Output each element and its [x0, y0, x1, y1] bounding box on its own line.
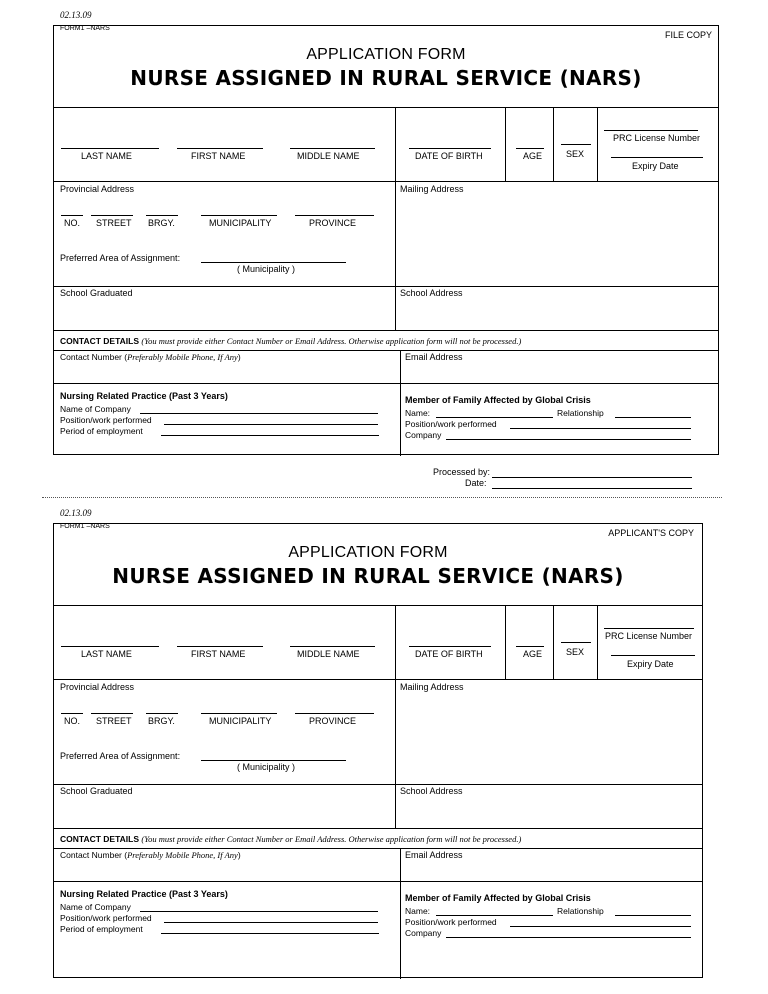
- cut-line: [42, 497, 722, 498]
- prc-license-field[interactable]: [604, 628, 694, 629]
- relationship-label: Relationship: [557, 408, 604, 418]
- position-field[interactable]: [164, 424, 378, 425]
- nursing-practice-heading: Nursing Related Practice (Past 3 Years): [60, 391, 228, 401]
- divider: [54, 828, 702, 829]
- municipality-field[interactable]: [201, 713, 277, 714]
- contact-number-hint: Preferably Mobile Phone, If Any: [127, 352, 238, 362]
- position-field[interactable]: [164, 922, 378, 923]
- last-name-label: LAST NAME: [81, 151, 132, 161]
- divider: [553, 107, 554, 181]
- municipality-note: ( Municipality ): [237, 264, 296, 274]
- last-name-field[interactable]: [61, 646, 159, 647]
- divider: [54, 181, 718, 182]
- middle-name-label: MIDDLE NAME: [297, 649, 360, 659]
- email-address-label: Email Address: [405, 850, 463, 860]
- form-code: FORM1 –NARS: [60, 523, 110, 530]
- divider: [400, 848, 401, 979]
- address-no-field[interactable]: [61, 713, 83, 714]
- date-of-birth-field[interactable]: [409, 646, 491, 647]
- divider: [505, 107, 506, 181]
- prc-license-label: PRC License Number: [613, 133, 701, 143]
- divider: [553, 605, 554, 679]
- street-label: STREET: [96, 716, 132, 726]
- school-graduated-label: School Graduated: [60, 288, 133, 298]
- sex-label: SEX: [566, 149, 585, 159]
- form-title: APPLICATION FORM: [288, 544, 448, 561]
- first-name-field[interactable]: [177, 646, 263, 647]
- relationship-label: Relationship: [557, 906, 604, 916]
- province-label: PROVINCE: [309, 218, 357, 228]
- family-company-field[interactable]: [446, 937, 691, 938]
- divider: [395, 605, 396, 679]
- processed-by-label: Processed by:: [433, 467, 491, 477]
- municipality-label: MUNICIPALITY: [209, 716, 272, 726]
- contact-details-note: (You must provide either Contact Number or Email Address. Otherwise application form will not be processed.): [141, 336, 522, 346]
- first-name-label: FIRST NAME: [191, 151, 246, 161]
- family-position-field[interactable]: [510, 428, 691, 429]
- contact-details-title: CONTACT DETAILS: [60, 336, 140, 346]
- divider: [505, 605, 506, 679]
- last-name-field[interactable]: [61, 148, 159, 149]
- province-field[interactable]: [295, 215, 374, 216]
- municipality-note: ( Municipality ): [237, 762, 296, 772]
- sex-field[interactable]: [561, 144, 591, 145]
- contact-number-close: ): [237, 352, 241, 362]
- family-position-field[interactable]: [510, 926, 691, 927]
- divider: [597, 107, 598, 181]
- expiry-date-field[interactable]: [611, 655, 695, 656]
- divider: [54, 350, 718, 351]
- form-box: [53, 523, 703, 978]
- company-label: Name of Company: [60, 902, 131, 912]
- company-field[interactable]: [140, 911, 378, 912]
- period-label: Period of employment: [60, 426, 143, 436]
- sex-field[interactable]: [561, 642, 591, 643]
- contact-number-label: [60, 352, 241, 362]
- contact-number-hint: Preferably Mobile Phone, If Any: [127, 850, 238, 860]
- expiry-date-field[interactable]: [611, 157, 703, 158]
- school-address-label: School Address: [400, 288, 463, 298]
- family-company-label: Company: [405, 430, 442, 440]
- family-name-field[interactable]: [436, 417, 553, 418]
- school-address-label: School Address: [400, 786, 463, 796]
- brgy-field[interactable]: [146, 215, 178, 216]
- period-label: Period of employment: [60, 924, 143, 934]
- form-code: FORM1 –NARS: [60, 25, 110, 32]
- street-field[interactable]: [91, 713, 133, 714]
- prc-license-field[interactable]: [604, 130, 698, 131]
- no-label: NO.: [64, 716, 81, 726]
- street-label: STREET: [96, 218, 132, 228]
- divider: [54, 679, 702, 680]
- divider: [54, 848, 702, 849]
- provincial-address-label: Provincial Address: [60, 184, 135, 194]
- family-company-field[interactable]: [446, 439, 691, 440]
- form-title: APPLICATION FORM: [306, 46, 466, 63]
- contact-details-heading: [60, 336, 521, 346]
- form-subtitle: NURSE ASSIGNED IN RURAL SERVICE (NARS): [130, 66, 642, 90]
- address-no-field[interactable]: [61, 215, 83, 216]
- family-position-label: Position/work performed: [405, 917, 497, 927]
- contact-details-heading: [60, 834, 521, 844]
- contact-details-title: CONTACT DETAILS: [60, 834, 140, 844]
- middle-name-field[interactable]: [290, 148, 375, 149]
- nursing-practice-heading: Nursing Related Practice (Past 3 Years): [60, 889, 228, 899]
- family-name-label: Name:: [405, 408, 431, 418]
- position-label: Position/work performed: [60, 913, 152, 923]
- expiry-date-label: Expiry Date: [632, 161, 679, 171]
- preferred-area-field[interactable]: [201, 262, 346, 263]
- family-name-field[interactable]: [436, 915, 553, 916]
- municipality-label: MUNICIPALITY: [209, 218, 272, 228]
- divider: [400, 350, 401, 456]
- period-field[interactable]: [161, 435, 379, 436]
- family-member-heading: Member of Family Affected by Global Crisis: [405, 893, 591, 903]
- sex-label: SEX: [566, 647, 585, 657]
- divider: [597, 605, 598, 679]
- divider: [395, 181, 396, 330]
- form-date: 02.13.09: [60, 10, 92, 20]
- date-of-birth-label: DATE OF BIRTH: [415, 151, 483, 161]
- form-subtitle: NURSE ASSIGNED IN RURAL SERVICE (NARS): [112, 564, 624, 588]
- email-address-label: Email Address: [405, 352, 463, 362]
- brgy-field[interactable]: [146, 713, 178, 714]
- last-name-label: LAST NAME: [81, 649, 132, 659]
- date-field[interactable]: [492, 488, 692, 489]
- divider: [54, 286, 718, 287]
- divider: [395, 679, 396, 828]
- school-graduated-label: School Graduated: [60, 786, 133, 796]
- divider: [54, 107, 718, 108]
- divider: [54, 383, 718, 384]
- province-field[interactable]: [295, 713, 374, 714]
- age-label: AGE: [523, 151, 543, 161]
- family-company-label: Company: [405, 928, 442, 938]
- mailing-address-label: Mailing Address: [400, 682, 464, 692]
- relationship-field[interactable]: [615, 417, 691, 418]
- brgy-label: BRGY.: [148, 716, 175, 726]
- form-box: [53, 25, 719, 455]
- processed-by-field[interactable]: [492, 477, 692, 478]
- expiry-date-label: Expiry Date: [627, 659, 674, 669]
- contact-number-text: Contact Number (: [60, 850, 128, 860]
- middle-name-field[interactable]: [290, 646, 375, 647]
- contact-number-text: Contact Number (: [60, 352, 128, 362]
- copy-label: APPLICANT'S COPY: [608, 528, 694, 538]
- mailing-address-label: Mailing Address: [400, 184, 464, 194]
- prc-license-label: PRC License Number: [605, 631, 693, 641]
- province-label: PROVINCE: [309, 716, 357, 726]
- preferred-area-field[interactable]: [201, 760, 346, 761]
- position-label: Position/work performed: [60, 415, 152, 425]
- period-field[interactable]: [161, 933, 379, 934]
- relationship-field[interactable]: [615, 915, 691, 916]
- company-field[interactable]: [140, 413, 378, 414]
- form-date: 02.13.09: [60, 508, 92, 518]
- date-of-birth-field[interactable]: [409, 148, 491, 149]
- age-label: AGE: [523, 649, 543, 659]
- family-name-label: Name:: [405, 906, 431, 916]
- provincial-address-label: Provincial Address: [60, 682, 135, 692]
- date-of-birth-label: DATE OF BIRTH: [415, 649, 483, 659]
- middle-name-label: MIDDLE NAME: [297, 151, 360, 161]
- age-field[interactable]: [516, 646, 544, 647]
- street-field[interactable]: [91, 215, 133, 216]
- divider: [54, 605, 702, 606]
- date-label: Date:: [465, 478, 487, 488]
- no-label: NO.: [64, 218, 81, 228]
- contact-number-close: ): [237, 850, 241, 860]
- family-member-heading: Member of Family Affected by Global Crisis: [405, 395, 591, 405]
- divider: [54, 784, 702, 785]
- first-name-field[interactable]: [177, 148, 263, 149]
- municipality-field[interactable]: [201, 215, 277, 216]
- first-name-label: FIRST NAME: [191, 649, 246, 659]
- age-field[interactable]: [516, 148, 544, 149]
- divider: [54, 330, 718, 331]
- contact-details-note: (You must provide either Contact Number or Email Address. Otherwise application form will not be processed.): [141, 834, 522, 844]
- preferred-area-label: Preferred Area of Assignment:: [60, 751, 181, 761]
- brgy-label: BRGY.: [148, 218, 175, 228]
- contact-number-label: [60, 850, 241, 860]
- copy-label: FILE COPY: [664, 30, 712, 40]
- family-position-label: Position/work performed: [405, 419, 497, 429]
- divider: [395, 107, 396, 181]
- divider: [54, 881, 702, 882]
- company-label: Name of Company: [60, 404, 131, 414]
- preferred-area-label: Preferred Area of Assignment:: [60, 253, 181, 263]
